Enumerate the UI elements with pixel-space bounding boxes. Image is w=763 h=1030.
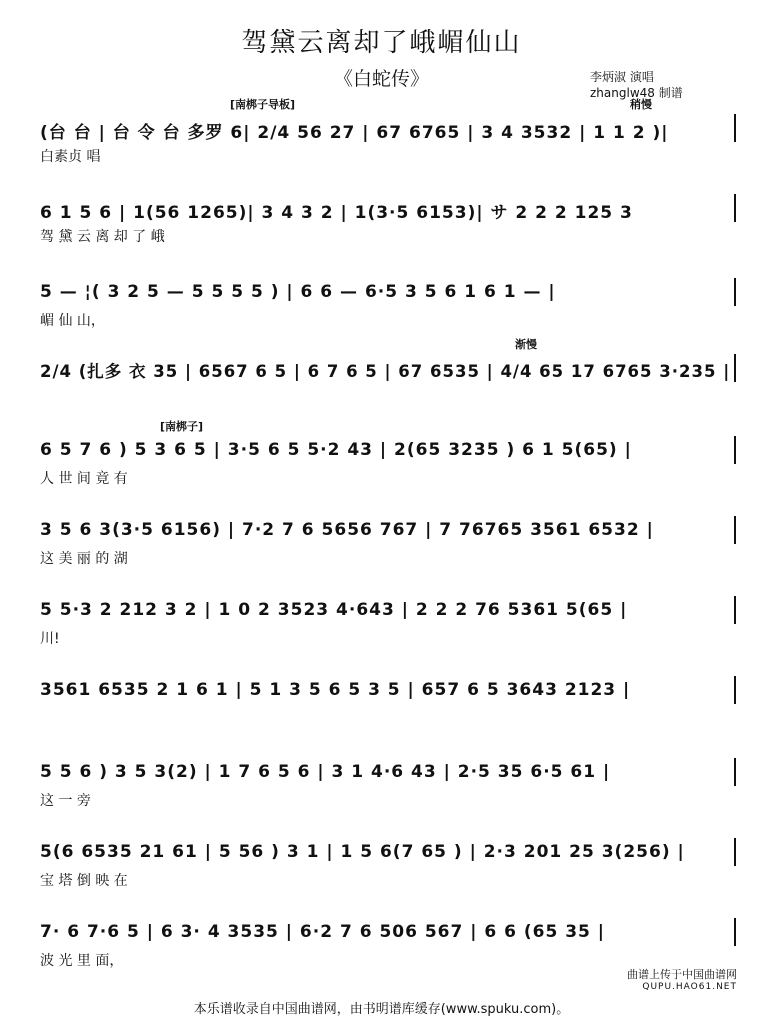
lyric-line: 白素贞 唱 [40, 149, 101, 165]
score-line [0, 842, 763, 912]
lyric-line: 川! [40, 631, 60, 647]
score-line [0, 98, 763, 188]
barline [734, 676, 736, 704]
upload-note [627, 966, 737, 992]
notation-line: 5(6 6535 21 61 | 5 56 ) 3 1 | 1 5 6(7 65 ) | 2·3 201 25 3(256) | [40, 842, 685, 862]
source-note: 本乐谱收录自中国曲谱网，由书明谱库缓存(www.spuku.com)。 [193, 1002, 570, 1017]
score-line [0, 420, 763, 510]
lyric-line: 驾 黛 云 离 却 了 峨 [40, 229, 165, 245]
notation-line: (台 台 | 台 令 台 多罗 6| 2/4 56 27 | 67 6765 | 3 4 3532 | 1 1 2 )| [40, 123, 669, 143]
lyric-line: 波 光 里 面， [40, 953, 124, 969]
notation-line: 6 1 5 6 | 1(56 1265)| 3 4 3 2 | 1(3·5 6153)| サ 2 2 2 125 3 [40, 203, 633, 223]
notation-line: 5 — ¦( 3 2 5 — 5 5 5 5 ) | 6 6 — 6·5 3 5 6 1 6 1 — | [40, 282, 556, 302]
barline [734, 354, 736, 382]
upload-note-text: 曲谱上传于中国曲谱网 [627, 968, 737, 981]
score-line [0, 338, 763, 428]
barline [734, 516, 736, 544]
section-tag: 稍慢 [630, 98, 652, 111]
transcriber-credit: zhanglw48 制谱 [590, 86, 683, 100]
upload-note-url: QUPU.HAO61.NET [642, 982, 737, 992]
score-line [0, 600, 763, 670]
barline [734, 596, 736, 624]
score-line [0, 762, 763, 832]
score-line [0, 282, 763, 352]
section-tag: [南梆子] [160, 420, 204, 433]
score-line [0, 520, 763, 590]
notation-line: 7· 6 7·6 5 | 6 3· 4 3535 | 6·2 7 6 506 567 | 6 6 (65 35 | [40, 922, 606, 942]
lyric-line: 宝 塔 倒 映 在 [40, 873, 128, 889]
lyric-line: 这 一 旁 [40, 793, 91, 809]
score-line [0, 198, 763, 268]
lyric-line: 人 世 间 竟 有 [40, 471, 128, 487]
notation-line: 6 5 7 6 ) 5 3 6 5 | 3·5 6 5 5·2 43 | 2(65 3235 ) 6 1 5(65) | [40, 440, 632, 460]
notation-line: 5 5 6 ) 3 5 3(2) | 1 7 6 5 6 | 3 1 4·6 43 | 2·5 35 6·5 61 | [40, 762, 611, 782]
page-subtitle: 《白蛇传》 [333, 68, 429, 90]
section-tag: [南梆子导板] [230, 98, 296, 111]
lyric-line: 这 美 丽 的 湖 [40, 551, 128, 567]
page-title: 驾黛云离却了峨嵋仙山 [241, 28, 522, 58]
lyric-line: 嵋 仙 山， [40, 313, 105, 329]
score-line [0, 680, 763, 750]
barline [734, 278, 736, 306]
barline [734, 194, 736, 222]
notation-line: 5 5·3 2 212 3 2 | 1 0 2 3523 4·643 | 2 2 2 76 5361 5(65 | [40, 600, 628, 620]
notation-line: 3 5 6 3(3·5 6156) | 7·2 7 6 5656 767 | 7 76765 3561 6532 | [40, 520, 654, 540]
barline [734, 758, 736, 786]
barline [734, 114, 736, 142]
notation-line: 3561 6535 2 1 6 1 | 5 1 3 5 6 5 3 5 | 657 6 5 3643 2123 | [40, 680, 631, 700]
barline [734, 436, 736, 464]
notation-line: 2/4 (扎多 衣 35 | 6567 6 5 | 6 7 6 5 | 67 6535 | 4/4 65 17 6765 3·235 | [40, 362, 731, 381]
barline [734, 838, 736, 866]
barline [734, 918, 736, 946]
singer-credit: 李炳淑 演唱 [590, 70, 654, 84]
section-tag: 渐慢 [515, 338, 537, 351]
